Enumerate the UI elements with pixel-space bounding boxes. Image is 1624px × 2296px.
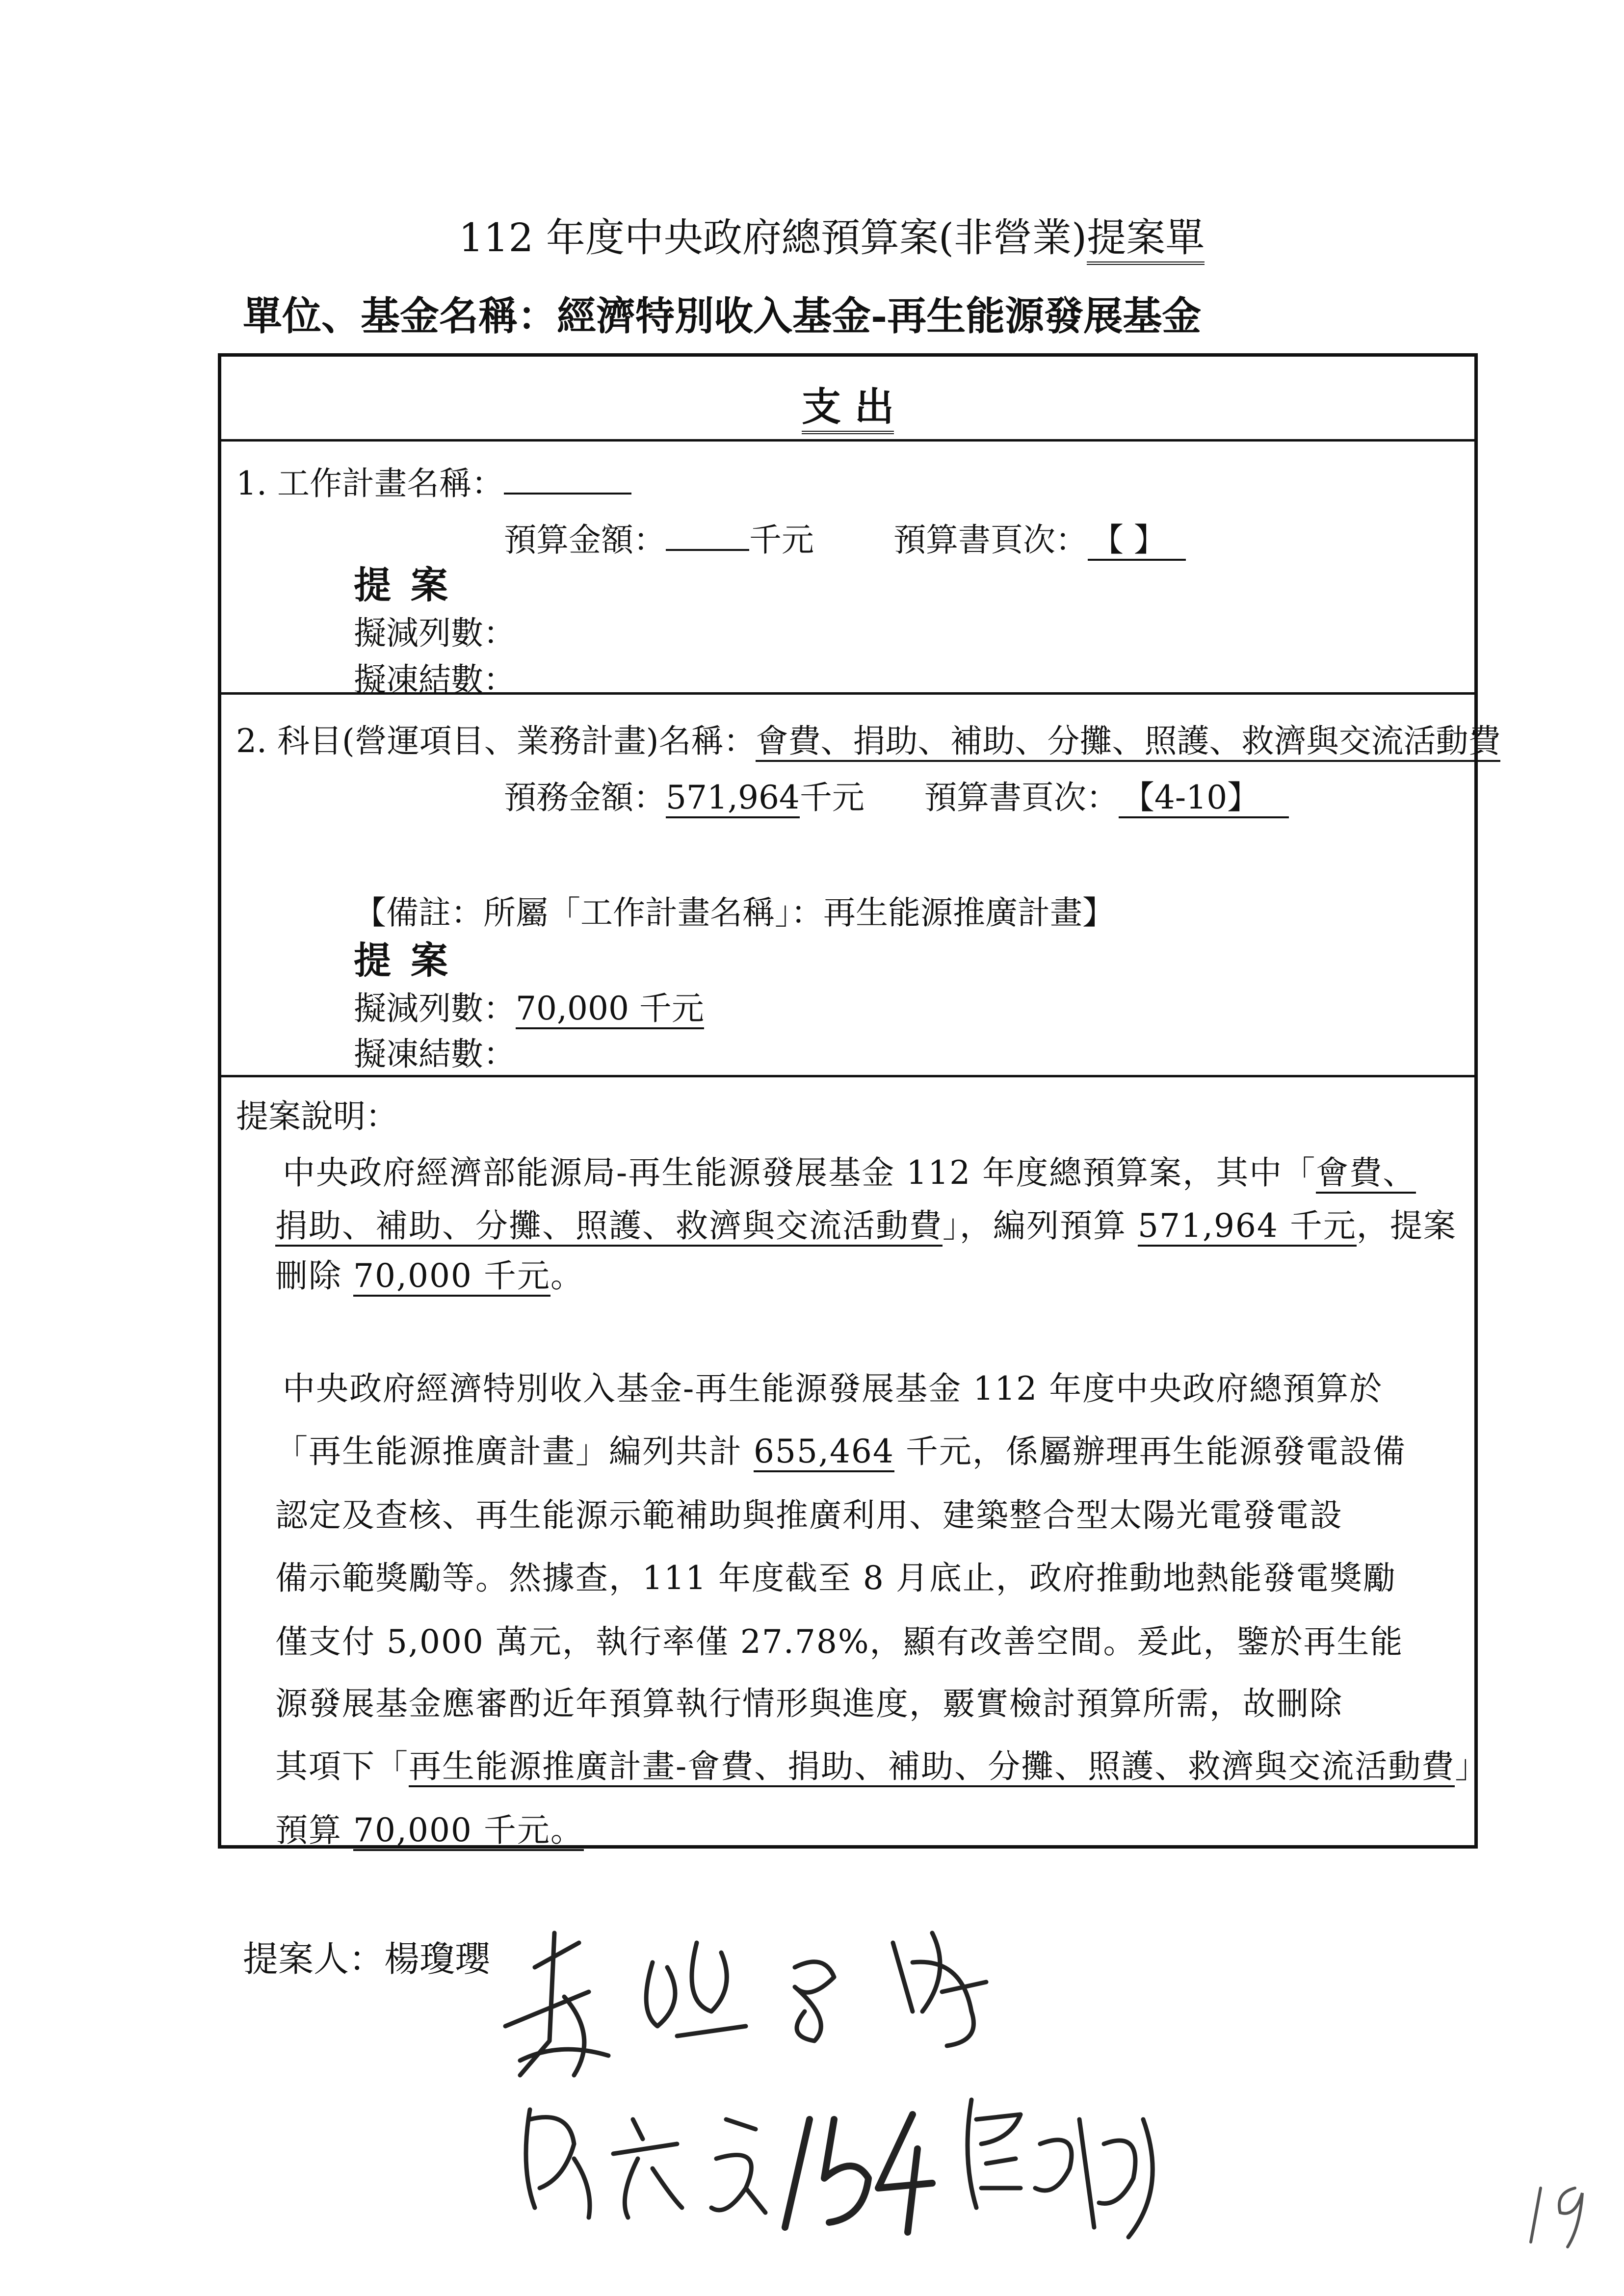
- handwritten-page-number: [1521, 2173, 1609, 2252]
- divider: [221, 692, 1474, 695]
- underlined-text: 再生能源推廣計畫-會費、捐助、補助、分攤、照護、救濟與交流活動費: [409, 1748, 1455, 1787]
- section1-reduce-label: 擬減列數：: [354, 614, 516, 652]
- section1-item: [236, 457, 631, 504]
- paragraph2-line: [275, 1552, 1467, 1598]
- paragraph1-line: [275, 1200, 1467, 1246]
- page-number-stroke: [1531, 2188, 1582, 2247]
- title-main: 112 年度中央政府總預算案(非營業): [458, 215, 1087, 261]
- text: 僅支付 5,000 萬元，執行率僅 27.78%，顯有改善空間。爰此，鑒於再生能: [275, 1623, 1404, 1661]
- signature-stroke: [505, 1933, 608, 2075]
- unit-fund-name: [243, 285, 1201, 341]
- signature-stroke: [526, 2110, 590, 2218]
- underlined-text: 571,964 千元: [1138, 1207, 1357, 1247]
- paragraph1-line: [283, 1147, 1475, 1193]
- budget-unit: 千元: [799, 779, 864, 816]
- unit-label: 單位、基金名稱：: [243, 293, 557, 339]
- text: 備示範獎勵等。然據查，111 年度截至 8 月底止，政府推動地熱能發電獎勵: [275, 1559, 1396, 1597]
- text: 預算: [275, 1811, 353, 1849]
- text: 認定及查核、再生能源示範補助與推廣利用、建築整合型太陽光電發電設: [275, 1496, 1343, 1534]
- section2-reduce: [354, 982, 704, 1029]
- unit-value: 經濟特別收入基金-再生能源發展基金: [557, 293, 1202, 339]
- paragraph2-line: [275, 1489, 1467, 1536]
- underlined-text: 捐助、補助、分攤、照護、救濟與交流活動費: [275, 1207, 943, 1247]
- paragraph2-line: [275, 1677, 1467, 1724]
- section1-item-blank: [504, 464, 631, 495]
- signature-stroke: [893, 1933, 986, 2046]
- budget-label: 預務金額：: [504, 779, 666, 816]
- text: 」: [1455, 1748, 1489, 1785]
- page-value: 【4-10】: [1119, 779, 1289, 818]
- text: 其項下「: [275, 1748, 409, 1785]
- page-value: 【 】: [1088, 521, 1186, 561]
- proposal-table: [218, 353, 1501, 1849]
- underlined-text: 655,464: [754, 1433, 894, 1472]
- section2-freeze-label: 擬凍結數：: [354, 1035, 516, 1073]
- text: 中央政府經濟特別收入基金-再生能源發展基金 112 年度中央政府總預算於: [283, 1370, 1383, 1408]
- proposer: [243, 1931, 490, 1982]
- signature-stroke: [613, 2119, 682, 2218]
- divider: [221, 439, 1474, 442]
- paragraph2-line: [275, 1740, 1489, 1787]
- text: 千元，係屬辦理再生能源發電設備: [894, 1433, 1406, 1470]
- section2-item: [236, 715, 1500, 761]
- text: 刪除: [275, 1257, 353, 1295]
- heading-expenditure: 支 出: [802, 384, 894, 434]
- text: 。: [550, 1257, 584, 1295]
- section1-proposal-heading: 提案: [354, 563, 468, 607]
- text: 源發展基金應審酌近年預算執行情形與進度，覈實檢討預算所需，故刪除: [275, 1685, 1343, 1722]
- paragraph2-line: [283, 1362, 1475, 1409]
- section2-item-label: 2. 科目(營運項目、業務計畫)名稱：: [236, 722, 756, 760]
- divider: [221, 1075, 1474, 1077]
- section2-item-value: 會費、捐助、補助、分攤、照護、救濟與交流活動費: [756, 722, 1500, 762]
- proposer-label: 提案人：: [243, 1938, 385, 1980]
- section2-note: 【備註：所屬「工作計畫名稱」：再生能源推廣計畫】: [354, 894, 1115, 932]
- paragraph2-line: [275, 1804, 1467, 1851]
- paragraph2-line: [275, 1616, 1467, 1662]
- page-label: 預算書頁次：: [924, 779, 1119, 816]
- explanation-heading: 提案說明：: [236, 1097, 398, 1135]
- text: ，提案: [1356, 1207, 1457, 1245]
- section1-budget: [504, 514, 1186, 560]
- text: 」，編列預算: [943, 1207, 1138, 1245]
- paragraph1-line: [275, 1250, 1467, 1296]
- document-title: [0, 206, 1624, 262]
- section1-freeze-label: 擬凍結數：: [354, 661, 516, 699]
- underlined-text: 70,000 千元。: [353, 1811, 584, 1851]
- reduce-value: 70,000 千元: [516, 990, 704, 1029]
- signature-stroke: [795, 1962, 834, 2041]
- signature-stroke: [646, 1943, 746, 2036]
- section2-budget: [504, 771, 1289, 818]
- budget-blank: [666, 521, 749, 551]
- signature-stroke: [711, 2119, 765, 2213]
- title-tail: 提案單: [1087, 215, 1205, 265]
- page-label: 預算書頁次：: [893, 521, 1088, 559]
- proposer-name: 楊瓊瓔: [384, 1938, 491, 1980]
- handwritten-signatures: [491, 1913, 1325, 2267]
- section2-proposal-heading: 提案: [354, 939, 468, 982]
- text: 「再生能源推廣計畫」編列共計: [275, 1433, 754, 1470]
- budget-unit: 千元: [749, 521, 814, 559]
- budget-label: 預算金額：: [504, 521, 666, 559]
- signature-stroke: [785, 2114, 932, 2232]
- reduce-label: 擬減列數：: [354, 990, 516, 1027]
- text: 中央政府經濟部能源局-再生能源發展基金 112 年度總預算案，其中「: [283, 1154, 1316, 1192]
- signature-stroke: [968, 2100, 1153, 2237]
- underlined-text: 會費、: [1316, 1154, 1416, 1194]
- underlined-text: 70,000 千元: [353, 1257, 550, 1297]
- table-heading: [221, 375, 1474, 432]
- paragraph2-line: [275, 1425, 1467, 1472]
- section1-item-label: 1. 工作計畫名稱：: [236, 465, 504, 502]
- budget-value: 571,964: [666, 779, 800, 818]
